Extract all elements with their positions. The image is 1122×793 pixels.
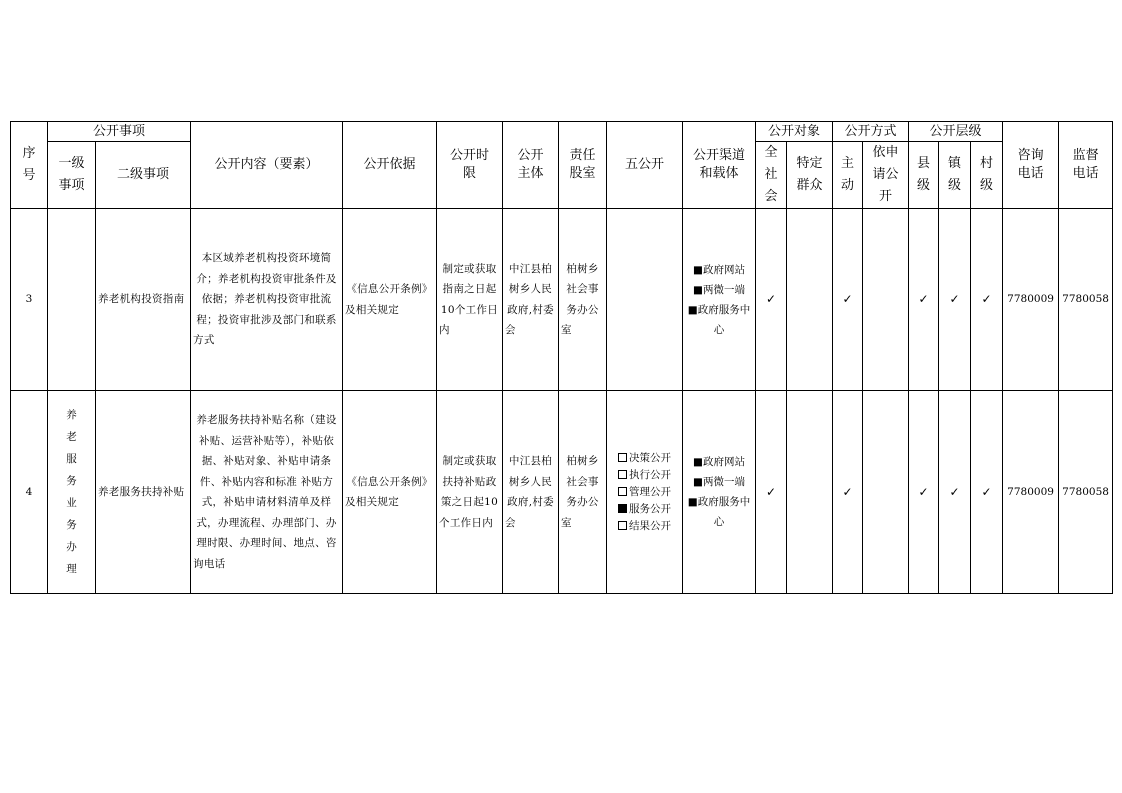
row-office: 柏树乡社会事务办公室 [559,209,607,391]
header-target-specific: 特定群众 [787,142,833,209]
row-subject: 中江县柏树乡人民政府,村委会 [503,209,559,391]
header-subject: 公开主体 [503,122,559,209]
row-level2: 养老机构投资指南 [96,209,191,391]
five-public-item: 服务公开 [609,501,680,518]
header-row-1 [11,122,1113,142]
header-content: 公开内容（要素） [191,122,343,209]
five-public-item: 管理公开 [609,484,680,501]
checkbox-checked-icon [618,504,627,513]
row-subject: 中江县柏树乡人民政府,村委会 [503,391,559,594]
header-target-all: 全社会 [756,142,787,209]
row-target-all: ✓ [756,391,787,594]
header-level1: 一级事项 [48,142,96,209]
row-seq: 4 [11,391,48,594]
row-level2: 养老服务扶持补贴 [96,391,191,594]
row-method-active: ✓ [833,209,863,391]
channel-item: ■政府服务中心 [687,496,751,528]
header-supervise-phone: 监督电话 [1059,122,1113,209]
row-supervise-phone: 7780058 [1059,209,1113,391]
checkbox-icon [618,470,627,479]
header-level-village: 村级 [971,142,1003,209]
row-content: 本区域养老机构投资环境简介；养老机构投资审批条件及依据；养老机构投资审批流程；投资审批涉及部门和联系方式 [191,209,343,391]
header-consult-phone: 咨询电话 [1003,122,1059,209]
row-method-active: ✓ [833,391,863,594]
table-row [11,391,1113,594]
checkbox-icon [618,487,627,496]
header-seq: 序号 [11,122,48,209]
row-basis: 《信息公开条例》及相关规定 [343,391,437,594]
header-method-active: 主动 [833,142,863,209]
row-target-specific [787,391,833,594]
checkbox-icon [618,521,627,530]
channel-item: ■政府网站 [693,263,745,276]
row-basis: 《信息公开条例》及相关规定 [343,209,437,391]
row-consult-phone: 7780009 [1003,391,1059,594]
row-level-village: ✓ [971,391,1003,594]
row-office: 柏树乡社会事务办公室 [559,391,607,594]
row-level1 [48,209,96,391]
row-consult-phone: 7780009 [1003,209,1059,391]
row-channels [683,391,756,594]
row-level-town: ✓ [939,209,971,391]
header-method-apply: 依申请公开 [863,142,909,209]
channel-item: ■两微一端 [693,283,745,296]
row-method-apply [863,391,909,594]
row-level-town: ✓ [939,391,971,594]
row-level1: 养老服务业务办理 [48,391,96,594]
header-time-limit: 公开时限 [437,122,503,209]
header-level-town: 镇级 [939,142,971,209]
header-office: 责任股室 [559,122,607,209]
header-level2: 二级事项 [96,142,191,209]
header-channel: 公开渠道和载体 [683,122,756,209]
row-level-county: ✓ [909,391,939,594]
row-target-all: ✓ [756,209,787,391]
row-content: 养老服务扶持补贴名称（建设补贴、运营补贴等），补贴依据、补贴对象、补贴申请条件、补贴内容和标准 补贴方式，补贴申请材料清单及样式，办理流程、办理部门、办理时限、办理时间、地点、咨询电话 [191,391,343,594]
checkbox-icon [618,453,627,462]
row-channels [683,209,756,391]
channel-item: ■两微一端 [693,476,745,488]
row-level-county: ✓ [909,209,939,391]
disclosure-table [10,121,1113,594]
row-five-public [607,209,683,391]
row-target-specific [787,209,833,391]
five-public-item: 执行公开 [609,467,680,484]
header-level-county: 县级 [909,142,939,209]
row-time-limit: 制定或获取扶持补贴政策之日起10个工作日内 [437,391,503,594]
header-five-public: 五公开 [607,122,683,209]
row-method-apply [863,209,909,391]
header-public-items: 公开事项 [48,122,191,142]
row-five-public [607,391,683,594]
row-supervise-phone: 7780058 [1059,391,1113,594]
channel-item: ■政府服务中心 [687,303,751,336]
row-time-limit: 制定或获取指南之日起10个工作日内 [437,209,503,391]
header-basis: 公开依据 [343,122,437,209]
five-public-item: 结果公开 [609,518,680,535]
header-method: 公开方式 [833,122,909,142]
five-public-item: 决策公开 [609,450,680,467]
row-seq: 3 [11,209,48,391]
row-level-village: ✓ [971,209,1003,391]
table-row [11,209,1113,391]
header-level: 公开层级 [909,122,1003,142]
header-target: 公开对象 [756,122,833,142]
channel-item: ■政府网站 [693,456,745,468]
